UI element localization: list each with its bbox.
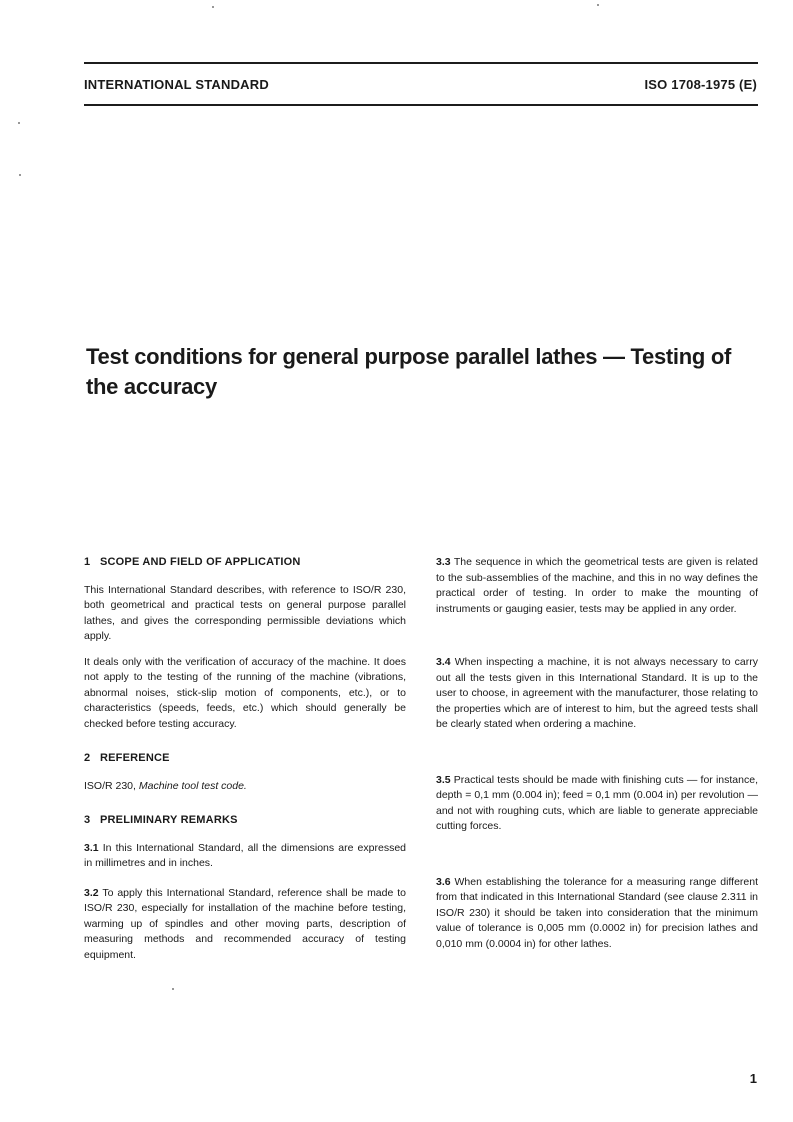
page-number: 1 xyxy=(749,1071,757,1086)
scan-speck xyxy=(212,6,214,8)
header-bottom-rule xyxy=(84,104,758,106)
scan-speck xyxy=(18,122,20,124)
header-top-rule xyxy=(84,62,758,64)
right-column xyxy=(436,555,758,962)
section-1-paragraph-2: It deals only with the verification of accuracy of the machine. It does not apply to the testing of the running of the machine (vibrations, abnormal noises, stick-slip motion of components, etc.), or to characteristics (speeds, feeds, etc.) which should generally be checked before testing accuracy. xyxy=(84,655,406,730)
document-title: Test conditions for general purpose parallel lathes — Testing of the accuracy xyxy=(86,344,731,399)
scan-speck xyxy=(597,4,599,6)
section-3-heading: 3 PRELIMINARY REMARKS xyxy=(84,814,238,826)
clause-3-6: 3.6 When establishing the tolerance for a measuring range different from that indicated in this International Standard (see clause 2.311 in ISO/R 230) it should be taken into consideration that the minimum value of tolerance is 0,005 mm (0.0002 in) for precision lathes and 0,010 mm (0.0004 in) for other lathes. xyxy=(436,875,758,950)
clause-3-5: 3.5 Practical tests should be made with finishing cuts — for instance, depth = 0,1 mm (0.004 in); feed = 0,1 mm (0.004 in) per revolution — and not with roughing cuts, which are liable to generate appreciable cutting forces. xyxy=(436,773,758,832)
standard-number-label: ISO 1708-1975 (E) xyxy=(644,77,757,92)
scan-speck xyxy=(19,174,21,176)
clause-3-3: 3.3 The sequence in which the geometrical tests are given is related to the sub-assemblies of the machine, and this in no way defines the practical order of testing. In order to make the mounting of instruments or gauging easier, tests may be applied in any order. xyxy=(436,556,758,615)
left-column xyxy=(84,555,406,973)
reference-title: Machine tool test code. xyxy=(138,779,247,792)
reference-entry: ISO/R 230, Machine tool test code. xyxy=(84,779,247,792)
document-type-label: INTERNATIONAL STANDARD xyxy=(84,77,269,92)
scan-speck xyxy=(172,988,174,990)
section-1-heading: 1 SCOPE AND FIELD OF APPLICATION xyxy=(84,556,301,568)
section-1-paragraph-1: This International Standard describes, with reference to ISO/R 230, both geometrical and practical tests on general purpose parallel lathes, and gives the corresponding permissible deviations which apply. xyxy=(84,583,406,642)
section-2-heading: 2 REFERENCE xyxy=(84,752,170,764)
clause-3-1: 3.1 In this International Standard, all the dimensions are expressed in millimetres and in inches. xyxy=(84,841,407,869)
clause-3-4: 3.4 When inspecting a machine, it is not always necessary to carry out all the tests given in this International Standard. It is up to the user to choose, in agreement with the manufacturer, those relating to the properties which are of interest to him, but the agreed tests shall be clearly stated when ordering a machine. xyxy=(436,656,759,730)
clause-3-2: 3.2 To apply this International Standard, reference shall be made to ISO/R 230, especially for installation of the machine before testing, warming up of spindles and other moving parts, description of measuring methods and recommended accuracy of testing equipment. xyxy=(84,886,406,961)
